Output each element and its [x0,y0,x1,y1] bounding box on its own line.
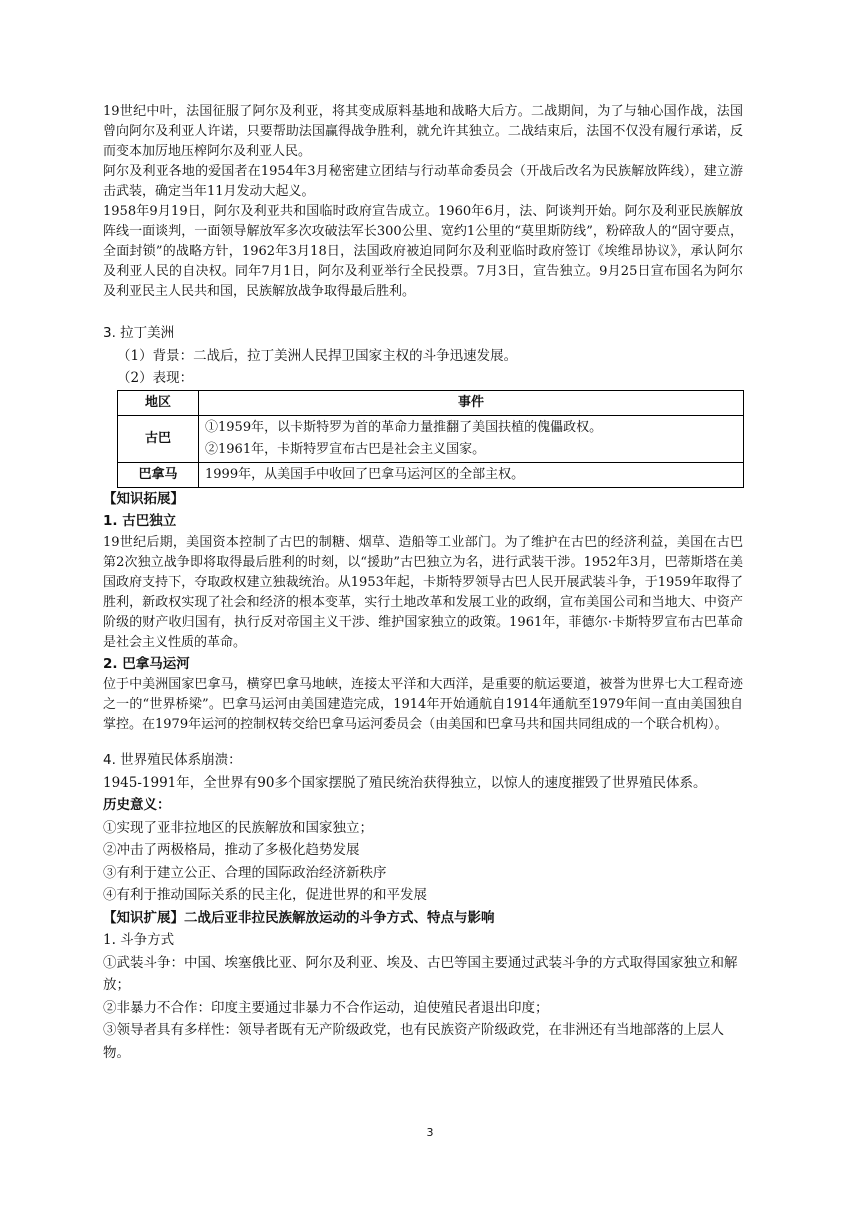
table-row [118,415,744,462]
background-text: （1）背景：二战后，拉丁美洲人民捍卫国家主权的斗争迅速发展。 [117,347,518,364]
section-heading: 3. 拉丁美洲 [103,325,175,341]
significance-item: ①实现了亚非拉地区的民族解放和国家独立； [103,819,373,836]
extension-heading: 【知识扩展】二战后亚非拉民族解放运动的斗争方式、特点与影响 [103,909,495,926]
document-page [103,102,743,1064]
cuba-text: 19世纪后期，美国资本控制了古巴的制糖、烟草、造船等工业部门。为了维护在古巴的经济利益，美国在古巴第2次独立战争即将取得最后胜利的时刻，以“援助”古巴独立为名，进行武装干涉。1952年3月，巴蒂斯塔在美国政府支持下，夺取政权建立独裁统治。从1953年起，卡斯特罗领导古巴人民开展武装斗争，于1959年取得了胜利，新政权实现了社会和经济的根本变革，实行土地改革和发展工业的政纲，宣布美国公司和当地大、中资产阶级的财产收归国有，执行反对帝国主义干涉、维护国家独立的政策。1961年，菲德尔·卡斯特罗宣布古巴革命是社会主义性质的革命。 [103,534,743,650]
table-cell-events [199,415,744,462]
extension-subheading: 1. 斗争方式 [103,932,175,948]
panama-heading: 2. 巴拿马运河 [103,655,190,672]
event-item: ①1959年，以卡斯特罗为首的革命力量推翻了美国扶植的傀儡政权。 [205,419,603,435]
collapse-text: 1945-1991年，全世界有90多个国家摆脱了殖民统治获得独立，以惊人的速度摧毁了世界殖民体系。 [103,774,707,791]
extension-item: ①武装斗争：中国、埃塞俄比亚、阿尔及利亚、埃及、古巴等国主要通过武装斗争的方式取得国家独立和解放； [103,954,738,993]
knowledge-extension-1 [103,488,743,736]
significance-label: 历史意义： [103,797,171,813]
panama-text: 位于中美洲国家巴拿马，横穿巴拿马地峡，连接太平洋和大西洋，是重要的航运要道，被誉为世界七大工程奇迹之一的“世界桥梁”。巴拿马运河由美国建造完成，1914年开始通航自1914年通航至1979年间一直由美国独自掌控。在1979年运河的控制权转交给巴拿马运河委员会（由美国和巴拿马共和国共同组成的一个联合机构）。 [103,677,743,732]
performance-label: （2）表现： [117,370,194,386]
page-number: 3 [426,1126,434,1139]
significance-item: ②冲击了两极格局，推动了多极化趋势发展 [103,842,360,858]
table-header-region: 地区 [118,390,199,415]
latin-america-section [103,322,743,488]
significance-item: ④有利于推动国际关系的民主化，促进世界的和平发展 [103,887,427,903]
algeria-paragraph: 阿尔及利亚各地的爱国者在1954年3月秘密建立团结与行动革命委员会（开战后改名为民族解放阵线），建立游击武装，确定当年11月发动大起义。 [103,164,743,199]
extension-item: ②非暴力不合作：印度主要通过非暴力不合作运动，迫使殖民者退出印度； [103,999,549,1016]
table-header-events: 事件 [199,390,744,415]
table-cell-region: 古巴 [118,415,199,462]
extension-item: ③领导者具有多样性：领导者既有无产阶级政党，也有民族资产阶级政党，在非洲还有当地部落的上层人物。 [103,1022,724,1061]
table-header-row [118,390,744,415]
cuba-heading: 1. 古巴独立 [103,513,177,529]
events-table [117,390,744,488]
table-cell-events [199,462,744,487]
algeria-section [103,102,743,302]
collapse-heading: 4. 世界殖民体系崩溃： [103,752,242,768]
colonial-collapse-section [103,749,743,907]
knowledge-label: 【知识拓展】 [103,490,184,507]
event-item: ②1961年，卡斯特罗宣布古巴是社会主义国家。 [205,441,486,457]
algeria-paragraph: 19世纪中叶，法国征服了阿尔及利亚，将其变成原料基地和战略大后方。二战期间，为了与轴心国作战，法国曾向阿尔及利亚人许诺，只要帮助法国赢得战争胜利，就允许其独立。二战结束后，法国不仅没有履行承诺，反而变本加厉地压榨阿尔及利亚人民。 [103,104,743,159]
significance-item: ③有利于建立公正、合理的国际政治经济新秩序 [103,864,387,881]
table-row [118,462,744,487]
table-cell-region: 巴拿马 [118,462,199,487]
algeria-paragraph: 1958年9月19日，阿尔及利亚共和国临时政府宣告成立。1960年6月，法、阿谈判开始。阿尔及利亚民族解放阵线一面谈判，一面领导解放军多次攻破法军长300公里、宽约1公里的“莫里斯防线”，粉碎敌人的“固守要点，全面封锁”的战略方针，1962年3月18日，法国政府被迫同阿尔及利亚临时政府签订《埃维昂协议》，承认阿尔及利亚人民的自决权。同年7月1日，阿尔及利亚举行全民投票。7月3日，宣告独立。9月25日宣布国名为阿尔及利亚民主人民共和国，民族解放战争取得最后胜利。 [103,204,743,299]
event-item: 1999年，从美国手中收回了巴拿马运河区的全部主权。 [205,466,525,482]
knowledge-extension-2 [103,907,743,1065]
